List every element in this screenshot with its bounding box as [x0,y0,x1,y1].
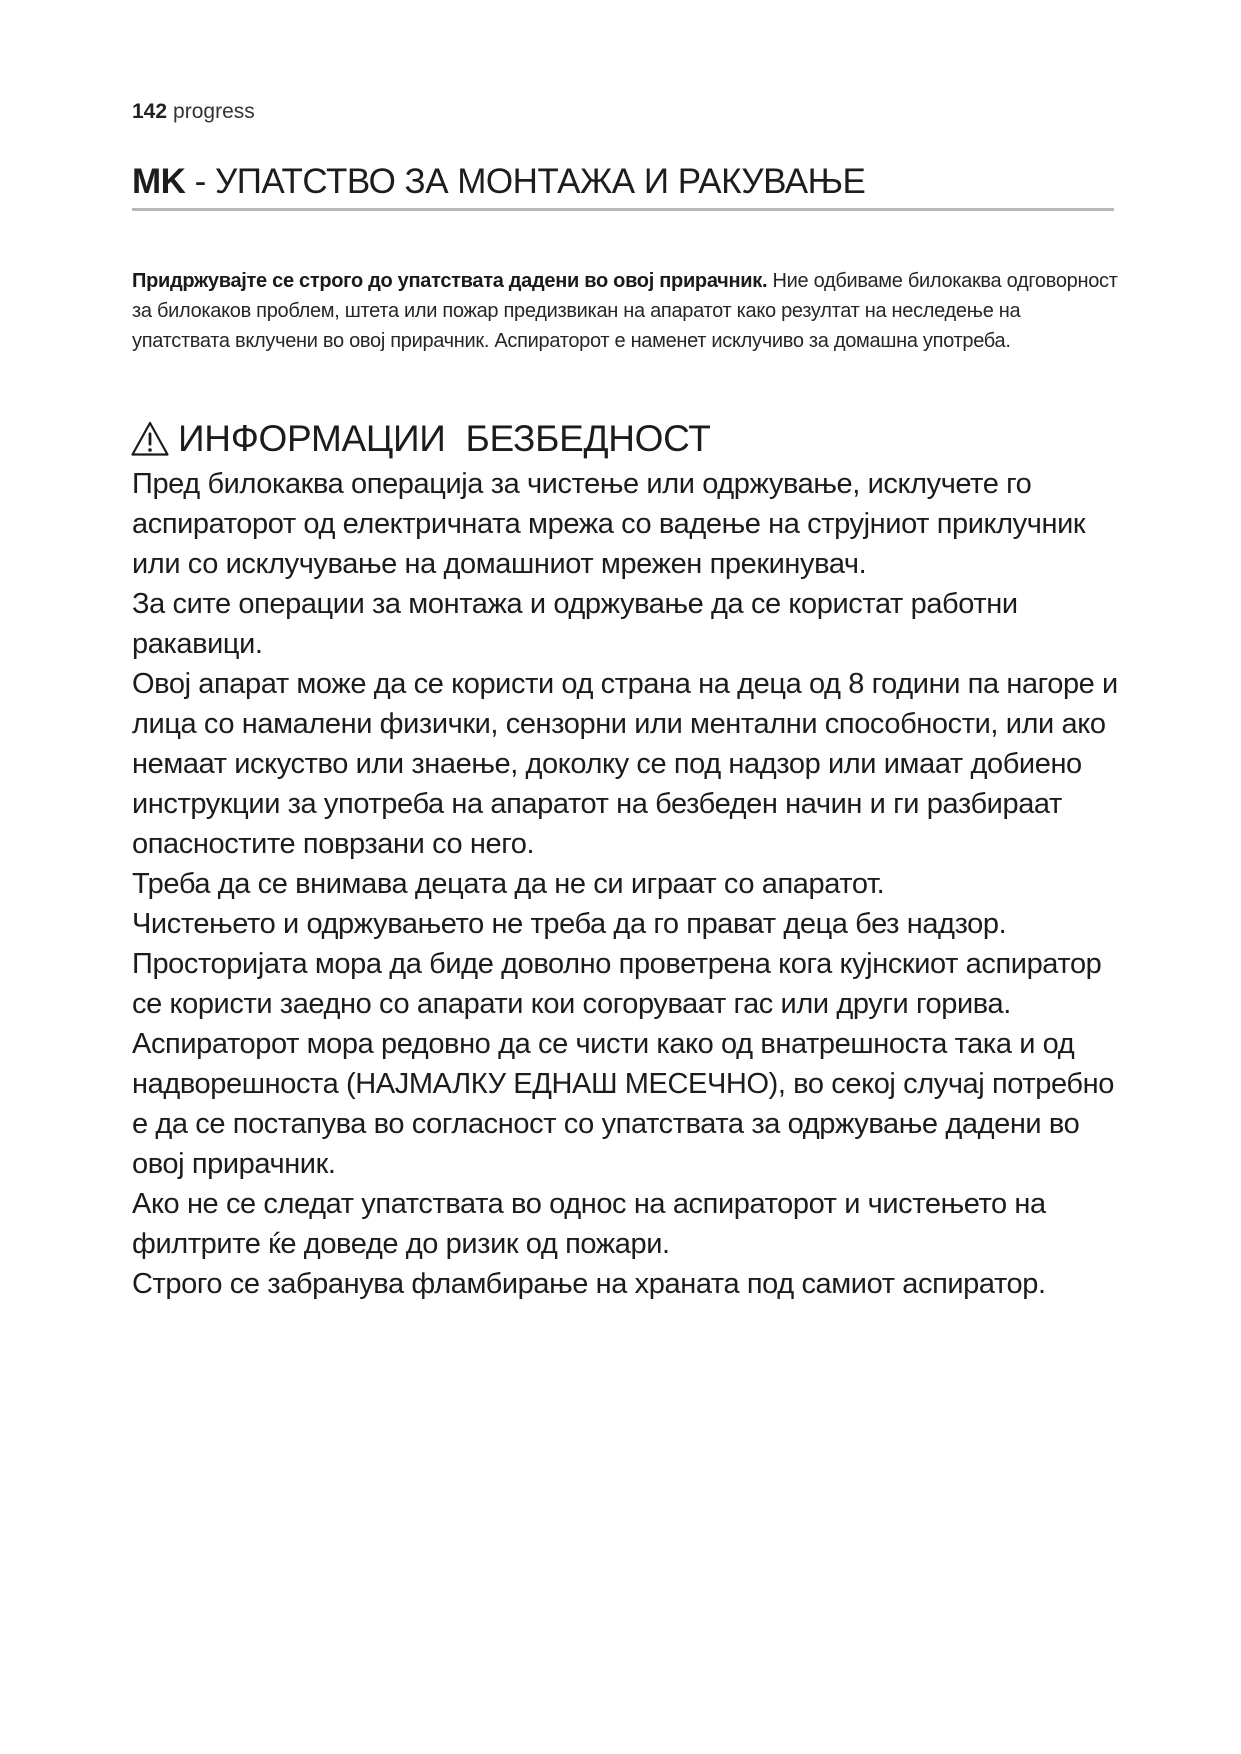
title-block [132,162,1114,211]
safety-list [132,464,1122,1304]
safety-item-6: Просторијата мора да биде доволно проветрена кога кујнскиот аспиратор се користи заедно со апарати кои согоруваат гас или други горива. [132,948,1102,1020]
title-separator: - [185,162,216,201]
intro-paragraph [132,266,1122,356]
safety-item-9: Строго се забранува фламбирање на храната под самиот аспиратор. [132,1268,1046,1300]
language-code: MK [132,162,186,201]
safety-item-8: Ако не се следат упатствата во однос на аспираторот и чистењето на филтрите ќе доведе до ризик од пожари. [132,1188,1046,1260]
safety-heading [130,418,711,460]
safety-item-7: Аспираторот мора редовно да се чисти како од внатрешноста така и од надворешноста (НАЈМАЛКУ ЕДНАШ МЕСЕЧНО), во секој случај потребно е да се постапува во согласност со упатствата за одржување дадени во овој прирачник. [132,1028,1114,1180]
safety-item-4: Треба да се внимава децата да не си играат со апаратот. [132,868,885,900]
brand-name: progress [173,100,255,123]
page-header [132,100,255,124]
page-number: 142 [132,100,168,123]
intro-text: Ние одбиваме билокаква одговорност за билокаков проблем, штета или пожар предизвикан на апаратот како резултат на неследење на упатствата вклучени во овој прирачник. Аспираторот е наменет исклучиво за домашна употреба. [132,270,1118,352]
title-text: УПАТСТВО ЗА МОНТАЖА И РАКУВАЊЕ [215,162,866,201]
intro-bold-text: Придржувајте се строго до упатствата дадени во овој прирачник. [132,270,768,292]
safety-heading-text: ИНФОРМАЦИИ БЕЗБЕДНОСТ [178,418,711,459]
safety-item-2: За сите операции за монтажа и одржување да се користат работни ракавици. [132,588,1018,660]
page-title [132,162,1114,202]
safety-item-5: Чистењето и одржувањето не треба да го прават деца без надзор. [132,908,1007,940]
safety-item-1: Пред билокаква операција за чистење или одржување, исклучете го аспираторот од електричната мрежа со вадење на струјниот приклучник или со исклучување на домашниот мрежен прекинувач. [132,468,1086,580]
warning-triangle-icon [130,420,170,458]
safety-item-3: Овој апарат може да се користи од страна на деца од 8 години па нагоре и лица со намалени физички, сензорни или ментални способности, или ако немаат искуство или знаење, доколку се под надзор или имаат добиено инструкции за употреба на апаратот на безбеден начин и ги разбираат опасностите поврзани со него. [132,668,1118,860]
